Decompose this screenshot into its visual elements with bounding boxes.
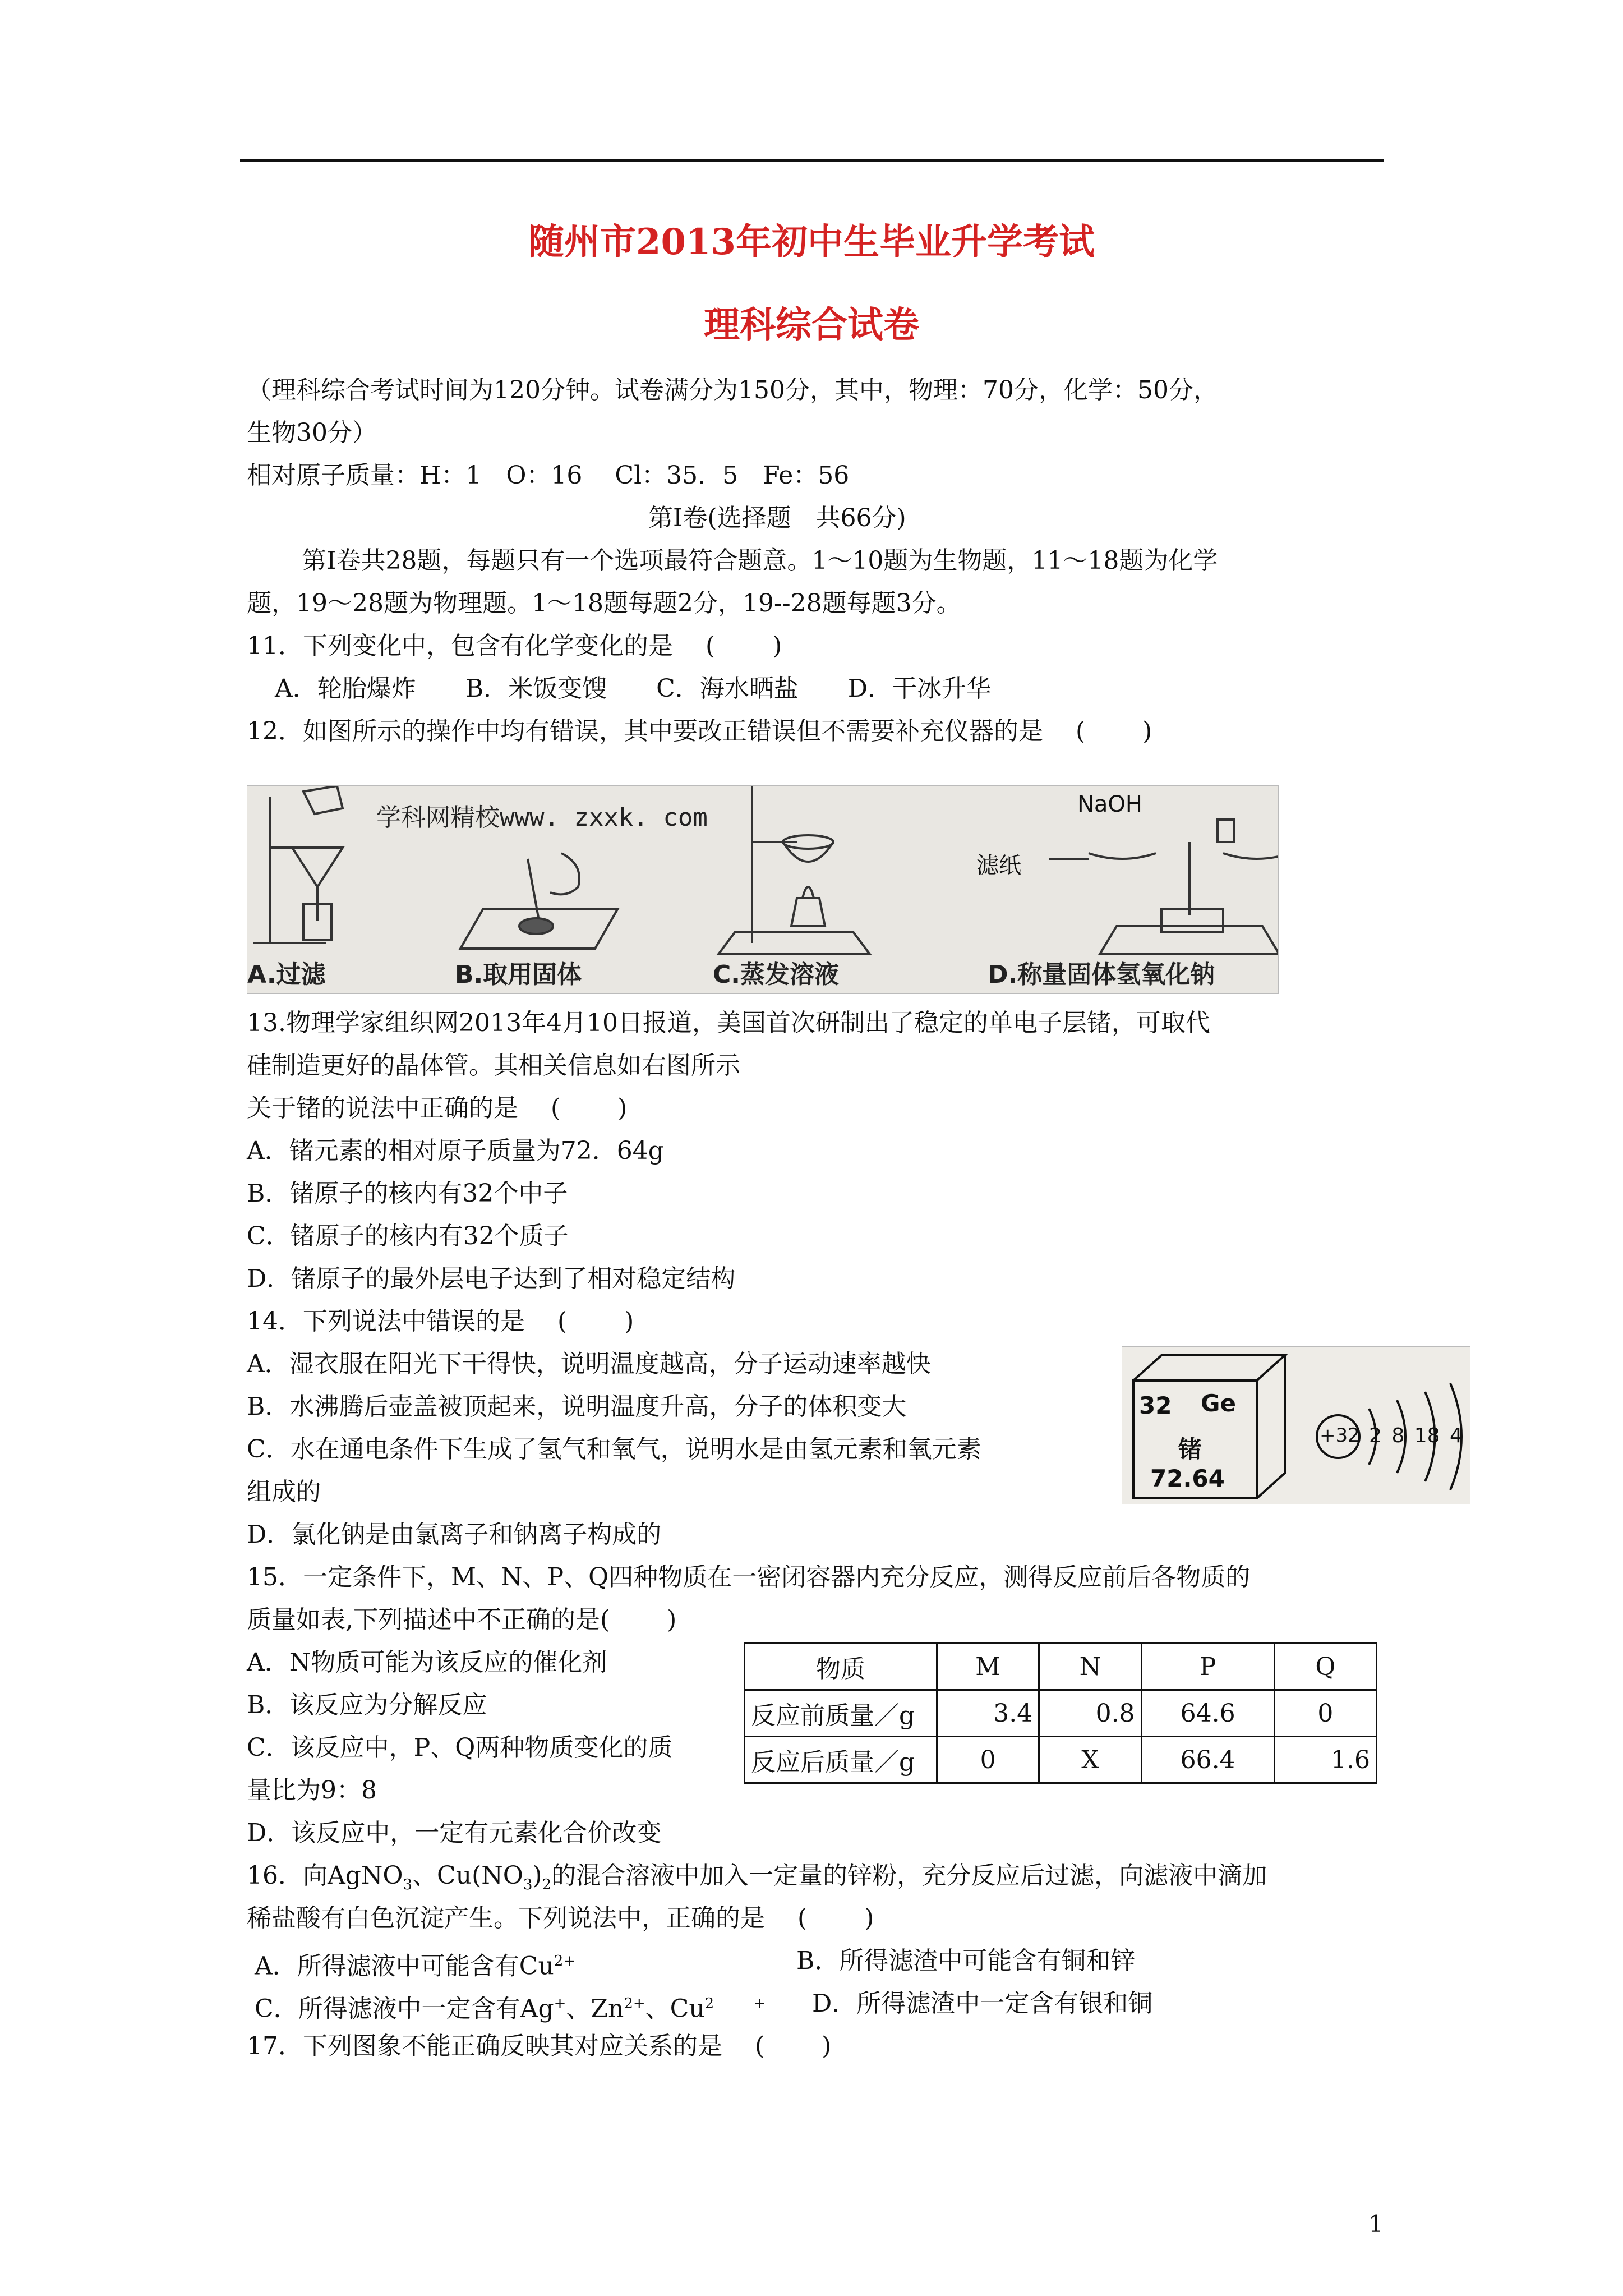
q17-stem: 17．下列图象不能正确反映其对应关系的是 ( ) (247, 2032, 832, 2060)
q14-option-c: C．水在通电条件下生成了氢气和氧气，说明水是由氢元素和氧元素 (247, 1435, 981, 1464)
element-symbol: Ge (1201, 1389, 1236, 1417)
q16-subscript: 3 (523, 1876, 533, 1893)
table-header-cell: M (937, 1644, 1039, 1690)
table-cell: 66.4 (1141, 1737, 1274, 1783)
q16-subscript: 2 (542, 1876, 552, 1893)
q15-option-b: B．该反应为分解反应 (247, 1691, 487, 1719)
q16-text: 、Zn (566, 1994, 624, 2023)
caption-c: C.蒸发溶液 (713, 960, 840, 989)
q16-text: 、Cu(NO (412, 1861, 523, 1890)
intro-line-1: （理科综合考试时间为120分钟。试卷满分为150分，其中，物理：70分，化学：50分， (247, 376, 1218, 404)
table-header-cell: N (1039, 1644, 1141, 1690)
nucleus-charge: +32 (1320, 1424, 1360, 1447)
section-desc-1: 第Ⅰ卷共28题，每题只有一个选项最符合题意。1～10题为生物题，11～18题为化学 (302, 546, 1218, 575)
exam-subtitle: 理科综合试卷 (704, 304, 919, 346)
table-header-cell: 物质 (745, 1644, 937, 1690)
table-cell: 0 (937, 1737, 1039, 1783)
q16-superscript: 2+ (554, 1953, 576, 1970)
caption-b: B.取用固体 (455, 960, 582, 989)
q16-option-c (255, 1988, 766, 2025)
q16-text: A．所得滤液中可能含有Cu (255, 1952, 554, 1981)
filter-paper-label: 滤纸 (976, 853, 1021, 878)
q13-option-c: C．锗原子的核内有32个质子 (247, 1222, 569, 1250)
q12-figure (247, 785, 1279, 994)
table-cell: X (1039, 1737, 1141, 1783)
caption-d: D.称量固体氢氧化钠 (988, 960, 1215, 989)
table-cell: 反应后质量／g (745, 1737, 937, 1783)
table-cell: 反应前质量／g (745, 1690, 937, 1737)
element-mass: 72.64 (1150, 1465, 1225, 1492)
q13-stem-1: 13.物理学家组织网2013年4月10日报道，美国首次研制出了稳定的单电子层锗，可取代 (247, 1009, 1210, 1037)
table-cell: 1.6 (1274, 1737, 1376, 1783)
q15-stem-1: 15．一定条件下，M、N、P、Q四种物质在一密闭容器内充分反应，测得反应前后各物质的 (247, 1563, 1251, 1591)
table-cell: 3.4 (937, 1690, 1039, 1737)
q15-option-a: A．N物质可能为该反应的催化剂 (247, 1648, 607, 1677)
q16-text: 16．向AgNO (247, 1861, 403, 1890)
intro-line-2: 生物30分） (247, 418, 377, 447)
q16-text: 、Cu (645, 1994, 705, 2023)
q16-text: C．所得滤液中一定含有Ag (255, 1994, 554, 2023)
table-cell: 64.6 (1141, 1690, 1274, 1737)
table-cell: 0.8 (1039, 1690, 1141, 1737)
q16-option-a (255, 1945, 575, 1982)
q16-text: ) (532, 1861, 542, 1890)
q16-option-b: B．所得滤渣中可能含有铜和锌 (796, 1947, 1136, 1975)
table-header-cell: P (1141, 1644, 1274, 1690)
section-title: 第Ⅰ卷(选择题 共66分) (648, 504, 906, 532)
q15-option-c: C．该反应中，P、Q两种物质变化的质 (247, 1733, 673, 1762)
q11-stem: 11．下列变化中，包含有化学变化的是 ( ) (247, 632, 782, 660)
q15-option-c-cont: 量比为9：8 (247, 1776, 377, 1805)
q16-subscript: 3 (403, 1876, 413, 1893)
q13-option-d: D．锗原子的最外层电子达到了相对稳定结构 (247, 1264, 736, 1293)
q16-stem-1 (247, 1860, 1267, 1901)
element-name: 锗 (1178, 1435, 1202, 1463)
q14-stem: 14．下列说法中错误的是 ( ) (247, 1307, 634, 1336)
q13-stem-3: 关于锗的说法中正确的是 ( ) (247, 1094, 628, 1122)
table-cell: 0 (1274, 1690, 1376, 1737)
section-desc-2: 题，19～28题为物理题。1～18题每题2分，19--28题每题3分。 (247, 589, 961, 618)
table-row (745, 1690, 1377, 1737)
q16-superscript: + (753, 1995, 766, 2012)
q16-option-d: D．所得滤渣中一定含有银和铜 (812, 1989, 1153, 2018)
top-rule (240, 159, 1384, 162)
q15-stem-2: 质量如表,下列描述中不正确的是( ) (247, 1605, 677, 1634)
page-number: 1 (1368, 2210, 1384, 2238)
element-number: 32 (1139, 1392, 1172, 1419)
germanium-figure (1122, 1346, 1470, 1504)
figure-watermark: 学科网精校www. zxxk. com (376, 803, 708, 832)
table-header-cell: Q (1274, 1644, 1376, 1690)
atomic-mass-line: 相对原子质量：H：1 O：16 Cl：35．5 Fe：56 (247, 461, 850, 490)
q16-stem-2: 稀盐酸有白色沉淀产生。下列说法中，正确的是 ( ) (247, 1904, 874, 1932)
electron-shells: 2 8 18 4 (1369, 1424, 1463, 1447)
exam-title: 随州市2013年初中生毕业升学考试 (528, 221, 1095, 263)
q14-option-b: B．水沸腾后壶盖被顶起来，说明温度升高，分子的体积变大 (247, 1392, 907, 1421)
q16-superscript: 2 (704, 1995, 714, 2012)
q15-option-d: D．该反应中，一定有元素化合价改变 (247, 1819, 662, 1847)
q13-stem-2: 硅制造更好的晶体管。其相关信息如右图所示 (247, 1051, 740, 1080)
q11-options: A．轮胎爆炸 B．米饭变馊 C．海水晒盐 D．干冰升华 (275, 674, 992, 703)
q13-option-b: B．锗原子的核内有32个中子 (247, 1179, 568, 1208)
naoh-label: NaOH (1077, 792, 1142, 817)
q14-option-a: A．湿衣服在阳光下干得快，说明温度越高，分子运动速率越快 (247, 1350, 931, 1378)
q14-option-d: D．氯化钠是由氯离子和钠离子构成的 (247, 1520, 662, 1549)
q12-stem: 12．如图所示的操作中均有错误，其中要改正错误但不需要补充仪器的是 ( ) (247, 717, 1152, 746)
table-header-row (745, 1644, 1377, 1690)
q16-superscript: 2+ (624, 1995, 645, 2012)
q14-option-c-cont: 组成的 (247, 1478, 321, 1506)
mass-table (744, 1642, 1377, 1784)
table-row (745, 1737, 1377, 1783)
q16-text: 的混合溶液中加入一定量的锌粉，充分反应后过滤，向滤液中滴加 (551, 1861, 1267, 1890)
q13-option-a: A．锗元素的相对原子质量为72．64g (247, 1137, 664, 1165)
caption-a: A.过滤 (247, 960, 326, 989)
q16-superscript: + (554, 1995, 566, 2012)
